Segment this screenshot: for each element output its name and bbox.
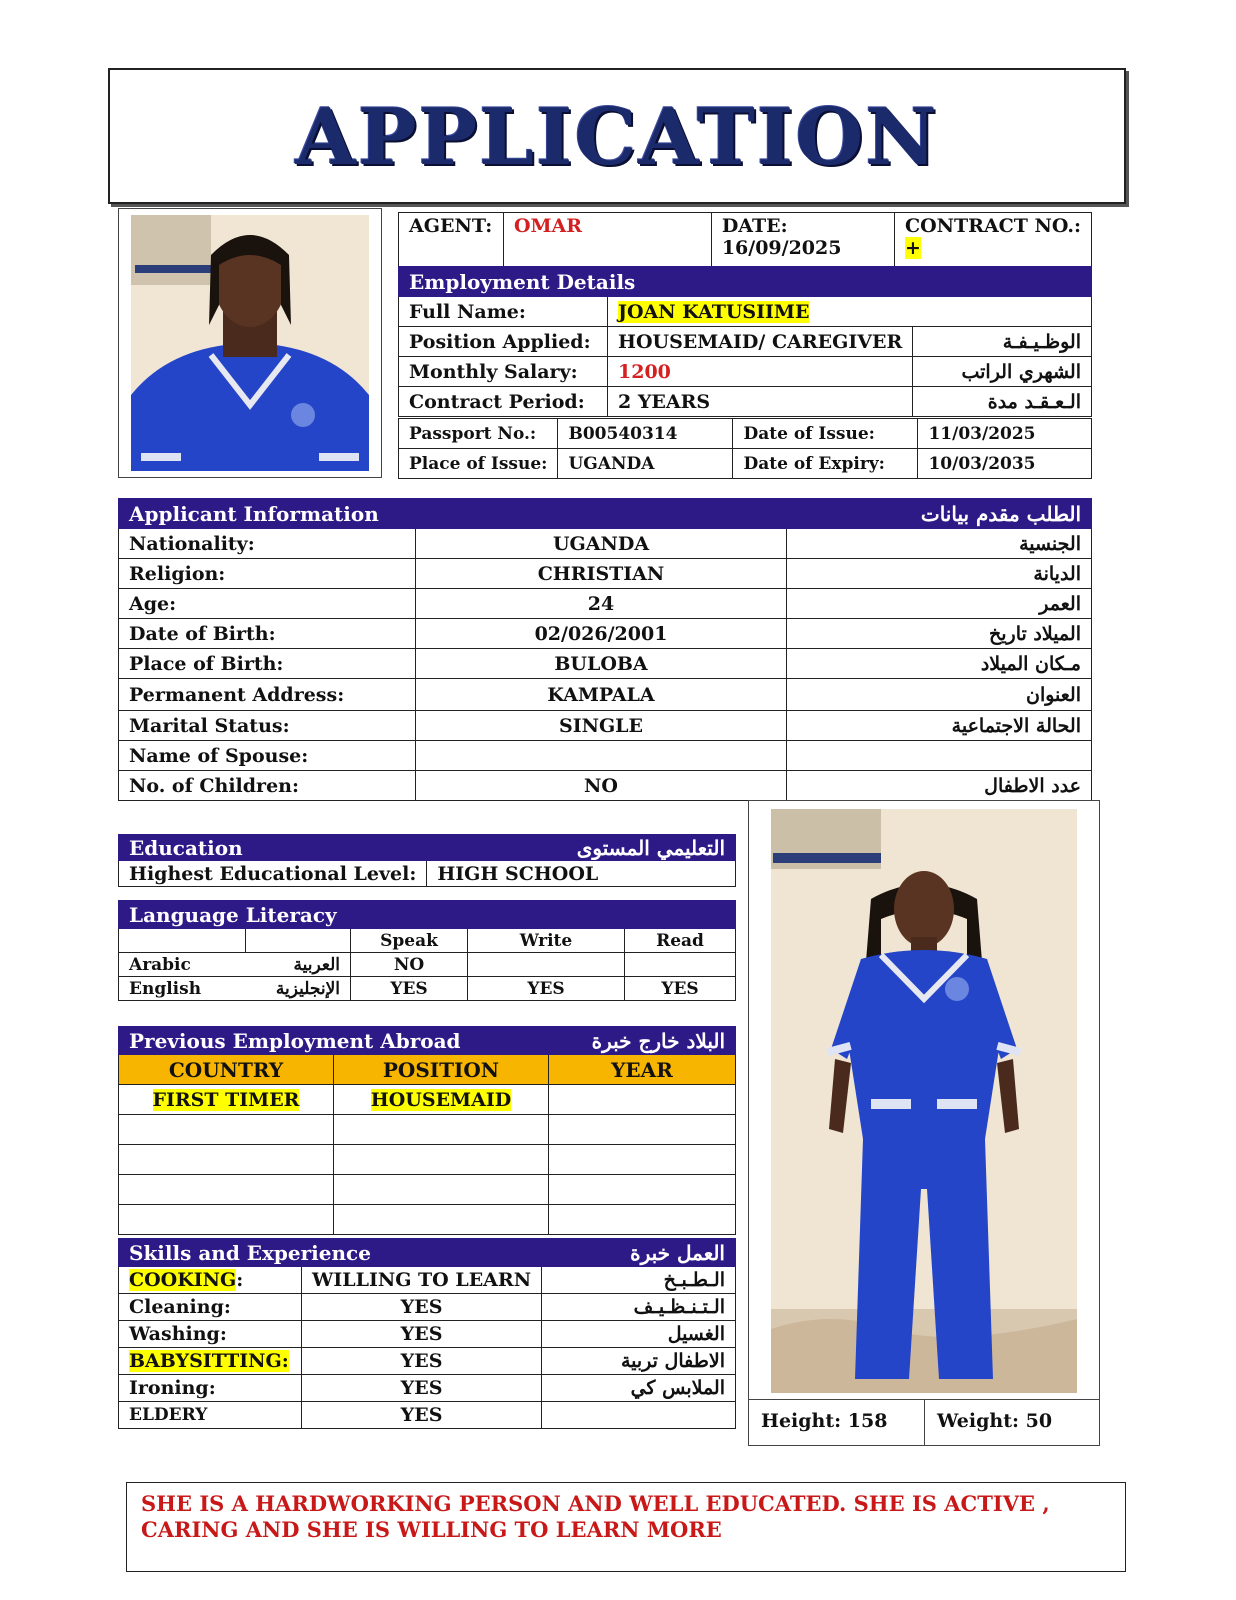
- table-row: [119, 1085, 736, 1115]
- skill-label: BABYSITTING:: [129, 1350, 289, 1372]
- skill-ar: الغسيل: [542, 1321, 736, 1348]
- row-arabic: الميلاد تاريخ: [787, 619, 1092, 649]
- table-row: [119, 1294, 736, 1321]
- skills-table: [118, 1238, 736, 1429]
- row-label: Nationality:: [119, 529, 416, 559]
- education-level-label: Highest Educational Level:: [119, 861, 427, 887]
- position-label: Position Applied:: [399, 327, 608, 357]
- employment-section-title: Employment Details: [399, 267, 1092, 297]
- row-value: UGANDA: [416, 529, 787, 559]
- date-value: 16/09/2025: [721, 237, 842, 259]
- full-body-photo-frame: [748, 800, 1100, 1446]
- language-name: English: [119, 977, 246, 1001]
- skill-label-cell: [119, 1348, 302, 1375]
- row-value: 02/026/2001: [416, 619, 787, 649]
- previous-section-title: Previous Employment Abroad: [119, 1027, 549, 1055]
- row-label: Place of Birth:: [119, 649, 416, 679]
- agent-table: [398, 212, 1092, 267]
- table-row: [119, 1175, 736, 1205]
- language-table: [118, 900, 736, 1001]
- page-title: APPLICATION: [295, 92, 939, 183]
- passport-no-value: B00540314: [558, 419, 733, 449]
- table-row: [119, 679, 1092, 711]
- place-of-issue-label: Place of Issue:: [399, 449, 558, 479]
- row-arabic: عدد الاطفال: [787, 771, 1092, 801]
- measurements-bar: [749, 1399, 1099, 1445]
- row-label: Marital Status:: [119, 711, 416, 741]
- employment-table: [398, 266, 1092, 417]
- passport-no-label: Passport No.:: [399, 419, 558, 449]
- skill-label: COOKING: [129, 1269, 237, 1291]
- position-ar: الوظـيـفـة: [913, 327, 1092, 357]
- table-row: [119, 649, 1092, 679]
- row-value: SINGLE: [416, 711, 787, 741]
- salary-ar: الشهري الراتب: [913, 357, 1092, 387]
- applicant-table: [118, 498, 1092, 801]
- full-body-image: [771, 809, 1077, 1393]
- row-arabic: العمر: [787, 589, 1092, 619]
- education-section-title: Education: [119, 835, 427, 861]
- education-table: [118, 834, 736, 887]
- contract-value: +: [904, 237, 921, 259]
- skill-value: YES: [302, 1402, 542, 1429]
- table-row: [119, 559, 1092, 589]
- skill-label-suffix: :: [236, 1269, 244, 1291]
- position-header: POSITION: [334, 1055, 549, 1085]
- row-value: 24: [416, 589, 787, 619]
- period-ar: الـعـقـد مدة: [913, 387, 1092, 417]
- skill-label: ELDERY: [119, 1402, 302, 1429]
- previous-section-ar: البلاد خارج خبرة: [549, 1027, 736, 1055]
- row-value: [416, 741, 787, 771]
- skill-label: Washing:: [119, 1321, 302, 1348]
- table-row: [119, 1145, 736, 1175]
- issue-date-label: Date of Issue:: [733, 419, 918, 449]
- previous-employment-table: [118, 1026, 736, 1235]
- skill-ar: الـطـبـخ: [542, 1267, 736, 1294]
- position-value: HOUSEMAID/ CAREGIVER: [608, 327, 913, 357]
- row-label: No. of Children:: [119, 771, 416, 801]
- skill-value: YES: [302, 1294, 542, 1321]
- passport-table: [398, 418, 1092, 479]
- contract-label: CONTRACT NO.:: [904, 215, 1081, 237]
- agent-value: OMAR: [503, 213, 711, 267]
- skill-ar: الاطفال تربية: [542, 1348, 736, 1375]
- skill-label: Cleaning:: [119, 1294, 302, 1321]
- row-value: NO: [416, 771, 787, 801]
- read-header: Read: [625, 929, 736, 953]
- education-section-ar: التعليمي المستوى: [427, 835, 736, 861]
- language-speak: YES: [351, 977, 468, 1001]
- skill-value: YES: [302, 1375, 542, 1402]
- applicant-section-title: Applicant Information: [119, 499, 787, 529]
- language-name-header: [119, 929, 246, 953]
- previous-position-value: HOUSEMAID: [370, 1088, 512, 1111]
- language-read: YES: [625, 977, 736, 1001]
- contract-cell: [894, 213, 1091, 267]
- expiry-date-value: 10/03/2035: [918, 449, 1092, 479]
- language-ar: العربية: [246, 953, 351, 977]
- previous-country-value: FIRST TIMER: [152, 1088, 300, 1111]
- full-name-label: Full Name:: [399, 297, 608, 327]
- table-row: [119, 1348, 736, 1375]
- language-read: [625, 953, 736, 977]
- table-row: [119, 1321, 736, 1348]
- skill-label: Ironing:: [119, 1375, 302, 1402]
- skill-label-cell: [119, 1267, 302, 1294]
- year-header: YEAR: [549, 1055, 736, 1085]
- portrait-photo: [131, 215, 369, 471]
- full-name-value: JOAN KATUSIIME: [618, 300, 810, 323]
- portrait-image: [131, 215, 369, 471]
- skills-section-ar: العمل خبرة: [542, 1239, 736, 1267]
- expiry-date-label: Date of Expiry:: [733, 449, 918, 479]
- skill-value: YES: [302, 1348, 542, 1375]
- place-of-issue-value: UGANDA: [558, 449, 733, 479]
- row-arabic: الجنسية: [787, 529, 1092, 559]
- table-row: [119, 741, 1092, 771]
- period-value: 2 YEARS: [608, 387, 913, 417]
- row-arabic: العنوان: [787, 679, 1092, 711]
- previous-year: [549, 1085, 736, 1115]
- table-row: [119, 771, 1092, 801]
- table-row: [119, 1115, 736, 1145]
- salary-label: Monthly Salary:: [399, 357, 608, 387]
- language-ar-header: [246, 929, 351, 953]
- table-row: [119, 1375, 736, 1402]
- remarks-text: SHE IS A HARDWORKING PERSON AND WELL EDUCATED. SHE IS ACTIVE , CARING AND SHE IS WILLING TO LEARN MORE: [141, 1491, 1050, 1542]
- table-row: [119, 589, 1092, 619]
- skill-ar: [542, 1402, 736, 1429]
- previous-country: [119, 1085, 334, 1115]
- table-row: [119, 529, 1092, 559]
- row-label: Permanent Address:: [119, 679, 416, 711]
- row-label: Date of Birth:: [119, 619, 416, 649]
- row-label: Name of Spouse:: [119, 741, 416, 771]
- row-arabic: الحالة الاجتماعية: [787, 711, 1092, 741]
- title-banner: [108, 68, 1126, 204]
- salary-value: 1200: [608, 357, 913, 387]
- row-value: CHRISTIAN: [416, 559, 787, 589]
- remarks-box: [126, 1482, 1126, 1572]
- height-value: Height: 158: [749, 1400, 925, 1446]
- table-row: [119, 1205, 736, 1235]
- row-label: Religion:: [119, 559, 416, 589]
- row-arabic: [787, 741, 1092, 771]
- skills-section-title: Skills and Experience: [119, 1239, 542, 1267]
- row-arabic: مـكان الميلاد: [787, 649, 1092, 679]
- skill-value: YES: [302, 1321, 542, 1348]
- applicant-section-ar: الطلب مقدم بيانات: [787, 499, 1092, 529]
- table-row: [119, 953, 736, 977]
- period-label: Contract Period:: [399, 387, 608, 417]
- education-level-value: HIGH SCHOOL: [427, 861, 736, 887]
- row-label: Age:: [119, 589, 416, 619]
- row-arabic: الديانة: [787, 559, 1092, 589]
- country-header: COUNTRY: [119, 1055, 334, 1085]
- speak-header: Speak: [351, 929, 468, 953]
- row-value: BULOBA: [416, 649, 787, 679]
- language-ar: الإنجليزية: [246, 977, 351, 1001]
- table-row: [119, 977, 736, 1001]
- row-value: KAMPALA: [416, 679, 787, 711]
- language-speak: NO: [351, 953, 468, 977]
- full-name-cell: [608, 297, 1092, 327]
- skill-value: WILLING TO LEARN: [302, 1267, 542, 1294]
- portrait-photo-frame: [118, 208, 382, 478]
- agent-label: AGENT:: [399, 213, 504, 267]
- issue-date-value: 11/03/2025: [918, 419, 1092, 449]
- table-row: [119, 619, 1092, 649]
- weight-value: Weight: 50: [937, 1410, 1053, 1432]
- language-write: YES: [468, 977, 625, 1001]
- table-row: [119, 1267, 736, 1294]
- skill-ar: الـتـنـظـيـف: [542, 1294, 736, 1321]
- previous-position: [334, 1085, 549, 1115]
- language-name: Arabic: [119, 953, 246, 977]
- skill-ar: الملابس كي: [542, 1375, 736, 1402]
- language-write: [468, 953, 625, 977]
- language-section-title: Language Literacy: [119, 901, 736, 929]
- table-row: [119, 1402, 736, 1429]
- date-label: DATE:: [721, 215, 788, 237]
- write-header: Write: [468, 929, 625, 953]
- full-body-photo: [771, 809, 1077, 1393]
- table-row: [119, 711, 1092, 741]
- date-cell: [711, 213, 894, 267]
